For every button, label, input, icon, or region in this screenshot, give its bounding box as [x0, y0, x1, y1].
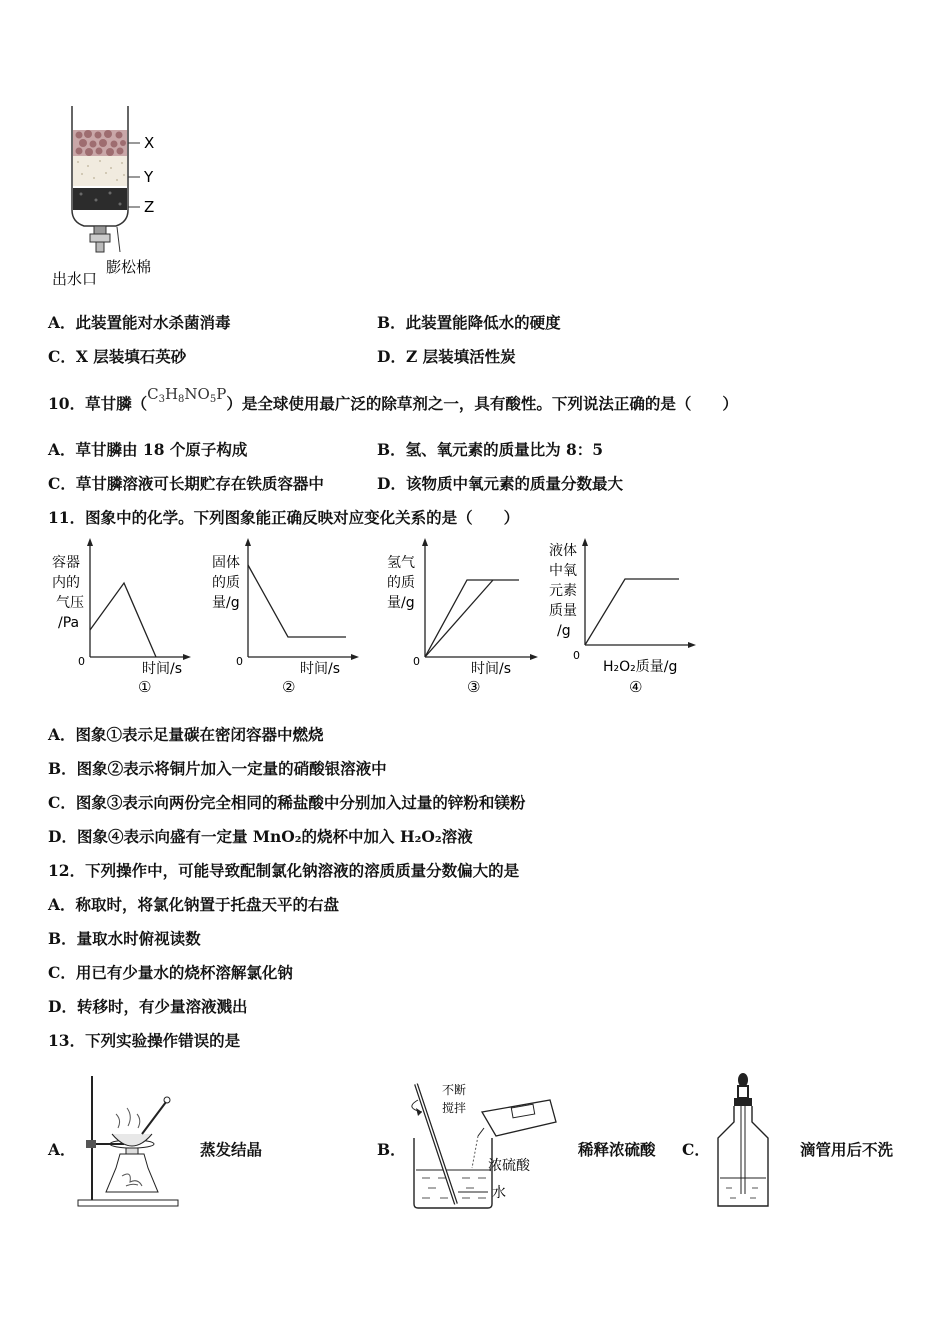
- q10-stem: [48, 385, 738, 415]
- graph-3-ylabel-3: 量/g: [387, 595, 415, 611]
- dilute-acid-figure: [400, 1078, 565, 1213]
- q13-stem: 13．下列实验操作错误的是: [48, 1031, 241, 1050]
- q12-option-d: D．转移时，有少量溶液溅出: [48, 997, 248, 1016]
- graph-2-xlabel: 时间/s: [300, 661, 341, 677]
- graph-1-number: ①: [138, 678, 152, 696]
- graph-4-ylabel-2: 中氧: [549, 563, 577, 579]
- q13-option-a-text: 蒸发结晶: [200, 1140, 263, 1159]
- graph-4-origin: 0: [573, 649, 580, 662]
- graph-1-ylabel-4: /Pa: [58, 615, 80, 631]
- q12-option-a: A．称取时，将氯化钠置于托盘天平的右盘: [48, 895, 340, 914]
- graph-4-number: ④: [629, 678, 643, 696]
- q11-option-c: C．图象③表示向两份完全相同的稀盐酸中分别加入过量的锌粉和镁粉: [48, 793, 526, 812]
- evaporation-setup-figure: [70, 1072, 190, 1212]
- q11-option-d: D．图象④表示向盛有一定量 MnO₂的烧杯中加入 H₂O₂溶液: [48, 827, 473, 846]
- layer-z-label: Z: [144, 198, 155, 216]
- layer-x-label: X: [144, 134, 155, 152]
- q10-suffix: ）是全球使用最广泛的除草剂之一，具有酸性。下列说法正确的是（ ）: [226, 394, 738, 413]
- graph-4-ylabel-1: 液体: [549, 543, 577, 559]
- q10-option-c: C．草甘膦溶液可长期贮存在铁质容器中: [48, 474, 324, 493]
- q11-stem: 11．图象中的化学。下列图象能正确反映对应变化关系的是（ ）: [48, 508, 520, 527]
- acid-label: 浓硫酸: [488, 1158, 530, 1174]
- layer-y-label: Y: [144, 168, 154, 186]
- graph-2-line: [248, 565, 346, 637]
- graph-3-number: ③: [467, 678, 481, 696]
- graph-1-ylabel-2: 内的: [52, 575, 80, 591]
- dropper-bottle-figure: [710, 1068, 790, 1213]
- q12-option-c: C．用已有少量水的烧杯溶解氯化钠: [48, 963, 293, 982]
- stir-label-1: 不断: [442, 1083, 467, 1097]
- graph-4-ylabel-5: /g: [557, 623, 571, 639]
- graph-4: [545, 535, 705, 700]
- graph-4-ylabel-4: 质量: [549, 603, 577, 619]
- graph-1-xlabel: 时间/s: [142, 661, 183, 677]
- q10-option-a: A．草甘膦由 18 个原子构成: [48, 440, 248, 459]
- graph-4-xlabel: H₂O₂质量/g: [603, 659, 678, 675]
- graph-2-ylabel-2: 的质: [212, 575, 240, 591]
- graph-1-ylabel-1: 容器: [52, 555, 80, 571]
- graph-3: [383, 535, 543, 700]
- graph-2-ylabel-1: 固体: [212, 555, 240, 571]
- graph-3-origin: 0: [413, 655, 420, 668]
- q12-stem: 12．下列操作中，可能导致配制氯化钠溶液的溶质质量分数偏大的是: [48, 861, 520, 880]
- graph-4-line: [585, 579, 679, 645]
- q10-formula: $C_3H_8NO_5P$: [147, 385, 227, 405]
- q10-prefix: 10．草甘膦（: [48, 394, 148, 413]
- graph-2-number: ②: [282, 678, 296, 696]
- graph-3-xlabel: 时间/s: [471, 661, 512, 677]
- q9-option-a: A．此装置能对水杀菌消毒: [48, 313, 231, 332]
- q13-option-b-text: 稀释浓硫酸: [578, 1140, 656, 1159]
- graph-3-line-fast: [425, 580, 519, 657]
- graph-1-ylabel-3: 气压: [56, 595, 84, 611]
- cotton-label: 膨松棉: [106, 258, 152, 276]
- graph-2-ylabel-3: 量/g: [212, 595, 240, 611]
- graph-2-origin: 0: [236, 655, 243, 668]
- q10-option-d: D．该物质中氧元素的质量分数最大: [377, 474, 623, 493]
- q10-option-b: B．氢、氧元素的质量比为 8：5: [377, 440, 604, 459]
- water-filter-figure: [44, 100, 224, 295]
- graph-1: [48, 535, 198, 700]
- q11-option-b: B．图象②表示将铜片加入一定量的硝酸银溶液中: [48, 759, 387, 778]
- q13-option-c-letter: C．: [682, 1140, 710, 1159]
- stir-label-2: 搅拌: [442, 1101, 467, 1115]
- graph-2: [208, 535, 363, 700]
- water-label: 水: [492, 1185, 506, 1201]
- q13-option-b-letter: B．: [377, 1140, 406, 1159]
- graph-3-ylabel-1: 氢气: [387, 555, 415, 571]
- q13-option-a-letter: A．: [48, 1140, 76, 1159]
- q9-option-c: C．X 层装填石英砂: [48, 347, 187, 366]
- graph-3-line-slow: [425, 580, 493, 657]
- q11-option-a: A．图象①表示足量碳在密闭容器中燃烧: [48, 725, 324, 744]
- graph-3-ylabel-2: 的质: [387, 575, 415, 591]
- graph-1-origin: 0: [78, 655, 85, 668]
- graph-1-line: [90, 583, 156, 657]
- graph-4-ylabel-3: 元素: [549, 583, 577, 599]
- q12-option-b: B．量取水时俯视读数: [48, 929, 201, 948]
- q9-option-b: B．此装置能降低水的硬度: [377, 313, 561, 332]
- outlet-label: 出水口: [52, 270, 98, 288]
- q13-option-c-text: 滴管用后不洗: [800, 1140, 894, 1159]
- q9-option-d: D．Z 层装填活性炭: [377, 347, 516, 366]
